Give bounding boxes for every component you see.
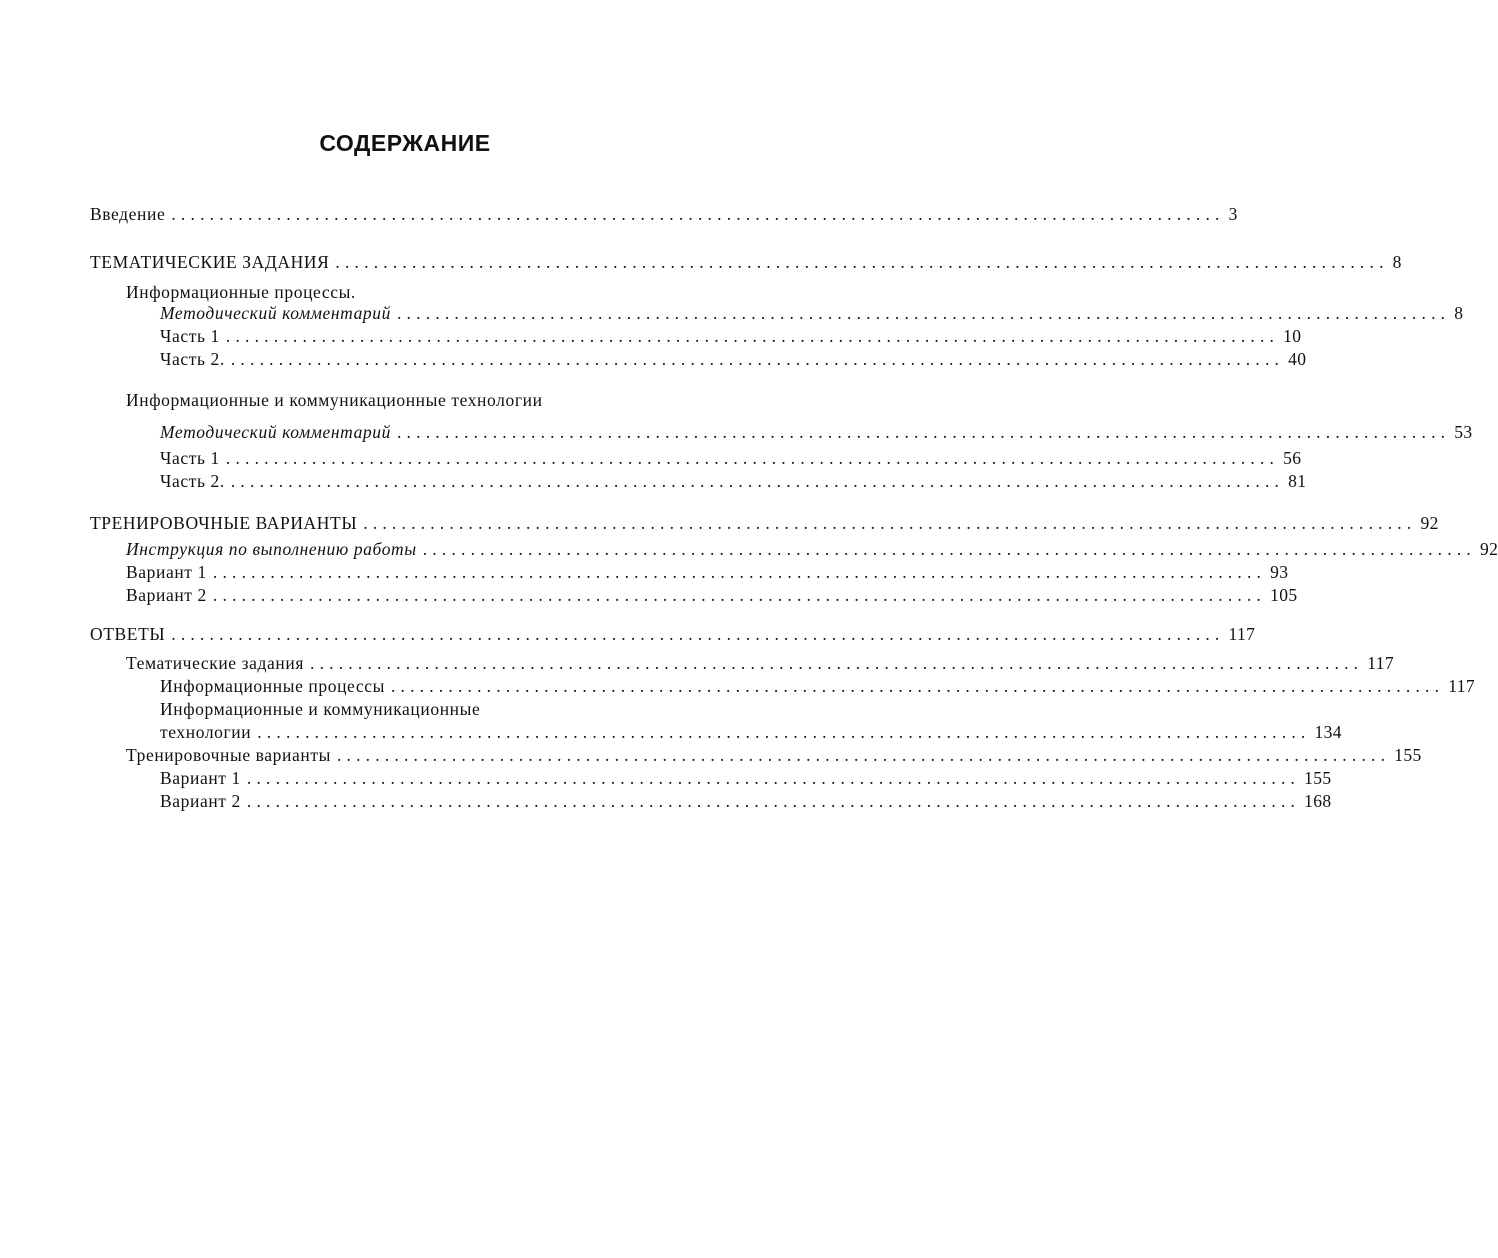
toc-entry-page: 92 bbox=[1420, 513, 1439, 533]
toc-entry-page: 81 bbox=[1288, 471, 1307, 491]
toc-entry-label: Тематические задания bbox=[126, 653, 304, 673]
toc-entry-page: 92 bbox=[1479, 539, 1498, 559]
toc-entry-label: Методический комментарий bbox=[160, 303, 391, 323]
toc-entry-page: 168 bbox=[1304, 791, 1332, 811]
toc-entry-variant-2-a[interactable] bbox=[126, 585, 1298, 609]
toc-entry-method-comment-1[interactable] bbox=[160, 303, 1464, 327]
dot-leader: .............................................................................................................. bbox=[363, 513, 1417, 533]
toc-entry-page: 117 bbox=[1228, 624, 1256, 644]
toc-entry-page: 155 bbox=[1304, 768, 1332, 788]
toc-entry-page: 10 bbox=[1283, 326, 1302, 346]
toc-entry-label: Часть 2. bbox=[160, 349, 225, 369]
dot-leader: .............................................................................................................. bbox=[336, 745, 1391, 765]
toc-entry-label: Тренировочные варианты bbox=[126, 745, 331, 765]
toc-entry-method-comment-2[interactable] bbox=[160, 422, 1473, 446]
toc-entry-page: 8 bbox=[1454, 303, 1464, 323]
dot-leader: .............................................................................................................. bbox=[246, 768, 1301, 788]
toc-section-ict: Информационные и коммуникационные технологии bbox=[126, 390, 543, 410]
toc-entry-label: Вариант 2 bbox=[126, 585, 207, 605]
toc-entry-part-1-a[interactable] bbox=[160, 326, 1302, 350]
toc-entry-page: 155 bbox=[1394, 745, 1422, 765]
toc-entry-label: ОТВЕТЫ bbox=[90, 624, 166, 644]
toc-entry-page: 117 bbox=[1448, 676, 1475, 696]
toc-entry-label: Введение bbox=[90, 204, 166, 224]
dot-leader: .............................................................................................................. bbox=[225, 326, 1280, 346]
toc-entry-part-2-b[interactable] bbox=[160, 471, 1307, 495]
toc-entry-label: ТРЕНИРОВОЧНЫЕ ВАРИАНТЫ bbox=[90, 513, 358, 533]
toc-entry-page: 134 bbox=[1314, 722, 1342, 742]
toc-entry-label: Часть 1 bbox=[160, 448, 220, 468]
toc-entry-label: Инструкция по выполнению работы bbox=[126, 539, 417, 559]
dot-leader: .............................................................................................................. bbox=[230, 349, 1285, 369]
toc-entry-label: Методический комментарий bbox=[160, 422, 391, 442]
toc-entry-page: 3 bbox=[1228, 204, 1238, 224]
toc-entry-page: 40 bbox=[1288, 349, 1307, 369]
dot-leader: .............................................................................................................. bbox=[225, 448, 1280, 468]
page-title: СОДЕРЖАНИЕ bbox=[319, 130, 491, 156]
toc-entry-part-1-b[interactable] bbox=[160, 448, 1302, 472]
dot-leader: .............................................................................................................. bbox=[230, 471, 1285, 491]
toc-entry-answers-variant-1[interactable] bbox=[160, 768, 1332, 792]
dot-leader: .............................................................................................................. bbox=[396, 303, 1451, 323]
toc-entry-page: 53 bbox=[1454, 422, 1473, 442]
dot-leader: .............................................................................................................. bbox=[390, 676, 1445, 696]
toc-entry-introduction[interactable] bbox=[90, 204, 1238, 228]
dot-leader: .............................................................................................................. bbox=[396, 422, 1451, 442]
toc-entry-page: 56 bbox=[1283, 448, 1302, 468]
toc-entry-answers-training[interactable] bbox=[126, 745, 1422, 769]
toc-entry-answers-info-processes[interactable] bbox=[160, 676, 1475, 700]
dot-leader: .............................................................................................................. bbox=[246, 791, 1301, 811]
toc-entry-page: 8 bbox=[1392, 252, 1402, 272]
toc-entry-page: 117 bbox=[1367, 653, 1395, 673]
dot-leader: .............................................................................................................. bbox=[310, 653, 1364, 673]
toc-entry-instructions[interactable] bbox=[126, 539, 1498, 563]
dot-leader: .............................................................................................................. bbox=[422, 539, 1476, 559]
toc-entry-label: Вариант 2 bbox=[160, 791, 241, 811]
dot-leader: .............................................................................................................. bbox=[212, 562, 1267, 582]
toc-entry-page: 93 bbox=[1270, 562, 1289, 582]
toc-entry-label: Часть 1 bbox=[160, 326, 220, 346]
toc-entry-label: технологии bbox=[160, 722, 252, 742]
toc-entry-part-2-a[interactable] bbox=[160, 349, 1307, 373]
toc-entry-answers-thematic[interactable] bbox=[126, 653, 1395, 677]
toc-section-info-processes: Информационные процессы. bbox=[126, 282, 356, 302]
dot-leader: .............................................................................................................. bbox=[171, 624, 1225, 644]
dot-leader: .............................................................................................................. bbox=[212, 585, 1267, 605]
toc-entry-label: Информационные процессы bbox=[160, 676, 385, 696]
toc-entry-label: Часть 2. bbox=[160, 471, 225, 491]
toc-entry-answers-variant-2[interactable] bbox=[160, 791, 1332, 815]
toc-entry-page: 105 bbox=[1270, 585, 1298, 605]
toc-text-answers-ict-line-1: Информационные и коммуникационные bbox=[160, 699, 481, 719]
toc-entry-variant-1-a[interactable] bbox=[126, 562, 1289, 586]
toc-entry-label: Вариант 1 bbox=[126, 562, 207, 582]
toc-entry-label: ТЕМАТИЧЕСКИЕ ЗАДАНИЯ bbox=[90, 252, 330, 272]
toc-entry-thematic-tasks[interactable] bbox=[90, 252, 1402, 276]
dot-leader: .............................................................................................................. bbox=[335, 252, 1389, 272]
toc-entry-label: Вариант 1 bbox=[160, 768, 241, 788]
dot-leader: .............................................................................................................. bbox=[171, 204, 1225, 224]
toc-entry-answers[interactable] bbox=[90, 624, 1256, 648]
dot-leader: .............................................................................................................. bbox=[257, 722, 1311, 742]
toc-entry-training-variants[interactable] bbox=[90, 513, 1439, 537]
toc-entry-answers-ict[interactable] bbox=[160, 722, 1342, 746]
